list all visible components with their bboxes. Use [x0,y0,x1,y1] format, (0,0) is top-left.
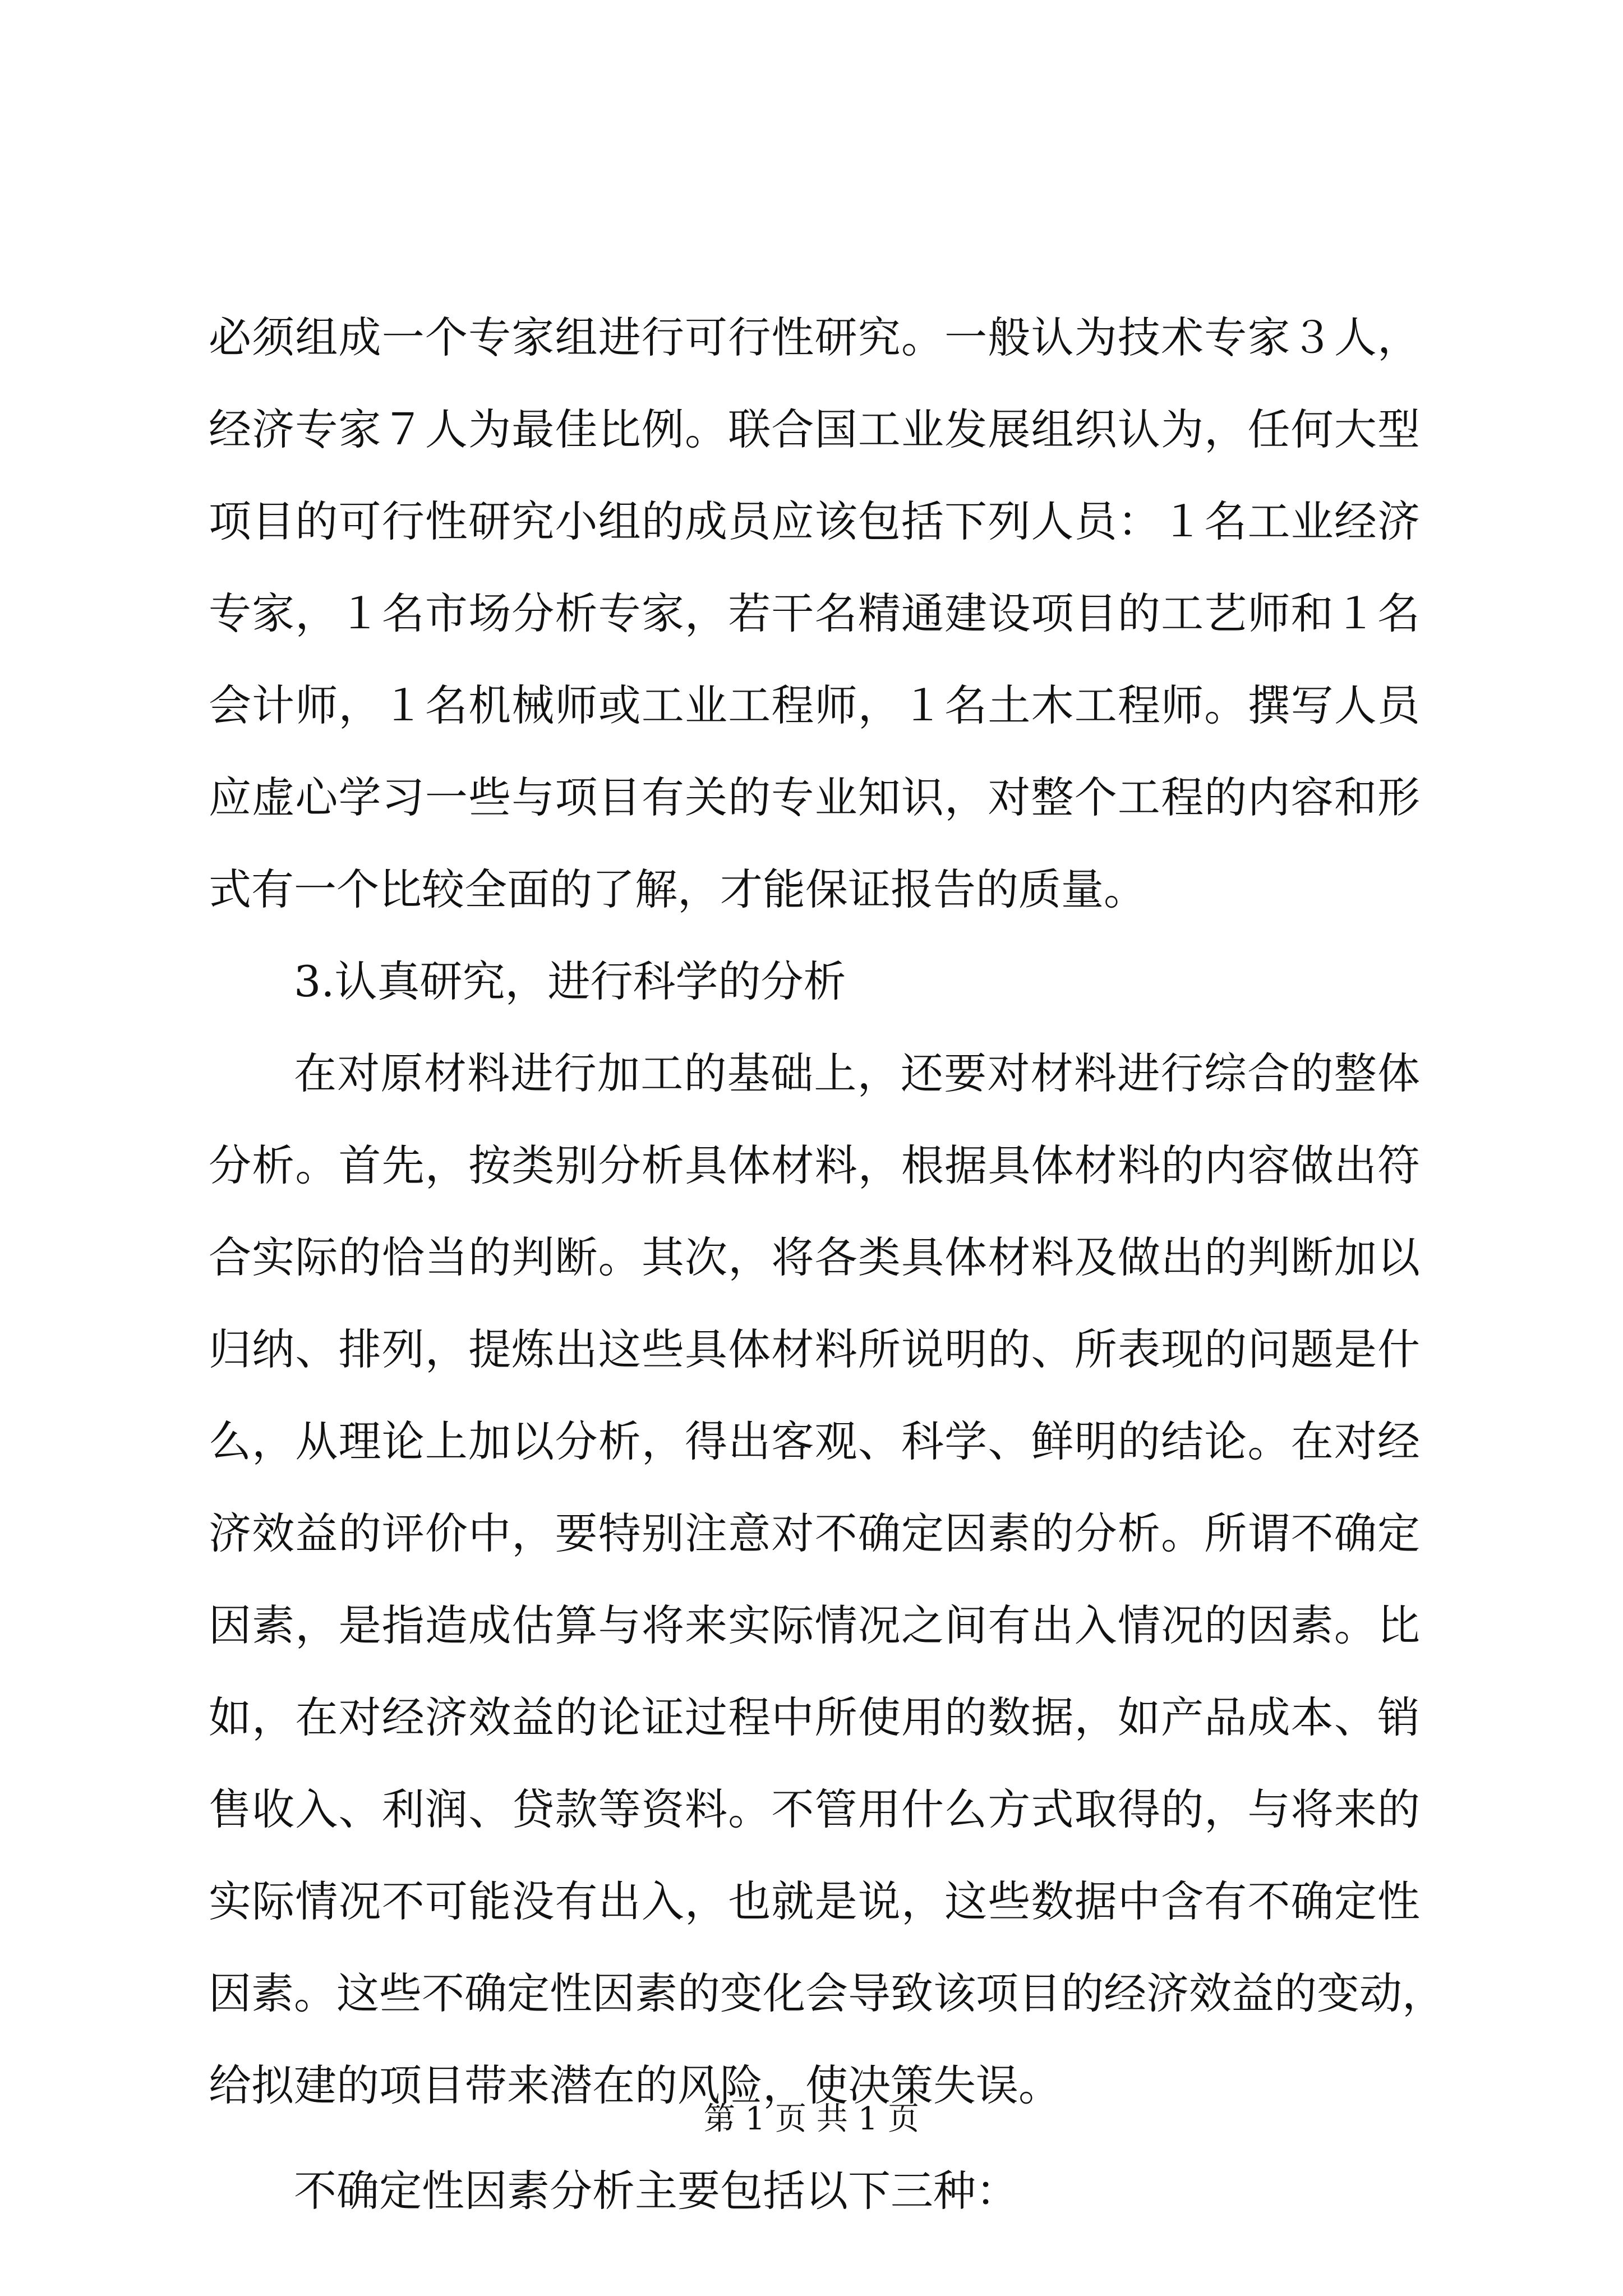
text-line: 经济专家７人为最佳比例。联合国工业发展组织认为，任何大型 [209,404,1420,454]
text-line: 实际情况不可能没有出入，也就是说，这些数据中含有不确定性 [209,1876,1420,1926]
text-line: 必须组成一个专家组进行可行性研究。一般认为技术专家３人， [209,312,1420,362]
text-line: 如，在对经济效益的论证过程中所使用的数据，如产品成本、销 [209,1692,1420,1742]
text-line: 合实际的恰当的判断。其次，将各类具体材料及做出的判断加以 [209,1232,1420,1282]
text-line: 不确定性因素分析主要包括以下三种： [294,2166,1018,2216]
text-line: 济效益的评价中，要特别注意对不确定因素的分析。所谓不确定 [209,1508,1420,1558]
text-line: 么，从理论上加以分析，得出客观、科学、鲜明的结论。在对经 [209,1416,1420,1466]
text-line: 专家，１名市场分析专家，若干名精通建设项目的工艺师和１名 [209,588,1420,638]
text-line: 因素，是指造成估算与将来实际情况之间有出入情况的因素。比 [209,1600,1420,1650]
document-body [209,292,1445,2237]
text-line: 归纳、排列，提炼出这些具体材料所说明的、所表现的问题是什 [209,1324,1420,1374]
page-footer: 第 1 页 共 1 页 [703,2101,920,2137]
text-line: 会计师，１名机械师或工业工程师，１名土木工程师。撰写人员 [209,680,1420,730]
text-line: 3.认真研究，进行科学的分析 [294,956,846,1006]
text-line: 应虚心学习一些与项目有关的专业知识，对整个工程的内容和形 [209,772,1420,822]
text-line: 式有一个比较全面的了解，才能保证报告的质量。 [209,864,1146,914]
text-line: 因素。这些不确定性因素的变化会导致该项目的经济效益的变动， [209,1968,1445,2018]
text-line: 在对原材料进行加工的基础上，还要对材料进行综合的整体 [294,1048,1420,1098]
text-line: 分析。首先，按类别分析具体材料，根据具体材料的内容做出符 [209,1140,1420,1190]
text-line: 项目的可行性研究小组的成员应该包括下列人员：１名工业经济 [209,496,1420,546]
text-line: 售收入、利润、贷款等资料。不管用什么方式取得的，与将来的 [209,1784,1420,1834]
text-line: 给拟建的项目带来潜在的风险，使决策失误。 [209,2060,1061,2110]
